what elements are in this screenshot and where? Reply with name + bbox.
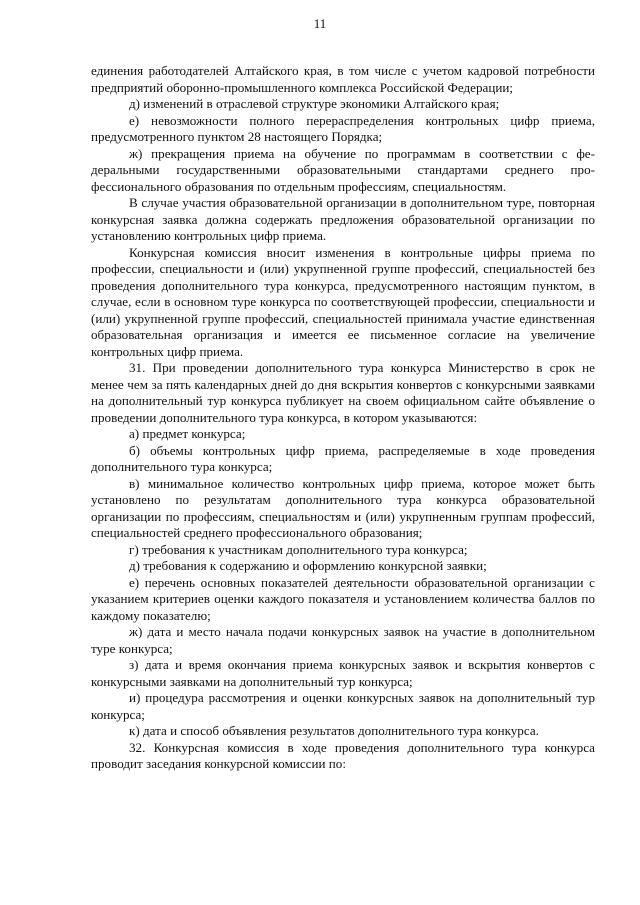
clause-31-item-a: а) предмет конкурса;	[129, 426, 246, 441]
paragraph-repeat-application: В случае участия образовательной организации в дополнительном туре, повторная конкурсная заявка должна содержать предложения образовательной организации по установлению контрольных цифр приема.	[91, 195, 595, 243]
clause-31-item-b: б) объемы контрольных цифр приема, распределяемые в ходе проведения дополнительного тура конкурса;	[91, 442, 595, 474]
clause-31-item-zh: ж) дата и место начала подачи конкурсных заявок на участие в дополнительном туре конкурса;	[91, 624, 595, 656]
list-item-zh: ж) прекращения приема на обучение по программам в соответствии с федеральными государственными образовательными стандартами среднего профессионального образования по отдельным профессиям, специальностям.	[91, 145, 595, 194]
clause-31-item-z: з) дата и время окончания приема конкурсных заявок и вскрытия конвертов с конкурсными заявками на дополнительный тур конкурса;	[91, 657, 595, 689]
clause-31-item-i: и) процедура рассмотрения и оценки конкурсных заявок на дополнительный тур конкурса;	[91, 690, 595, 722]
page-number: 11	[313, 16, 327, 31]
clause-31-item-v: в) минимальное количество контрольных цифр приема, которое может быть установлено по результатам дополнительного тура конкурса образовательной организации по профессиям, специальностям и (или) укрупненным группам профессий, специальностей среднего профессионального образования;	[91, 475, 595, 540]
clause-31: 31. При проведении дополнительного тура конкурса Министерство в срок не менее чем за пять календарных дней до дня вскрытия конвертов с конкурсными заявками на дополнительный тур конкурса публикует на своем официальном сайте объявление о проведении дополнительного тура конкурса, в котором указываются:	[91, 360, 595, 425]
list-item-e: е) невозможности полного перераспределения контрольных цифр приема, предусмотренного пунктом 28 настоящего Порядка;	[91, 112, 595, 144]
clause-31-item-g: г) требования к участникам дополнительного тура конкурса;	[129, 541, 468, 557]
paragraph-commission-changes: Конкурсная комиссия вносит изменения в контрольные цифры приема по профессии, специальности и (или) укрупненной группе профессий, специальностей без проведения дополнительного тура конкурса, предусмотренного настоящим пунктом, в случае, если в основном туре конкурса по соответствующей профессии, специальности и (или) укрупненной группе профессий, специальностей принимала участие единственная образовательная организация и имеется ее письменное согласие на увеличение контрольных цифр приема.	[91, 244, 595, 359]
paragraph-continued: единения работодателей Алтайского края, в том числе с учетом кадровой потребности предприятий оборонно-промышленного комплекса Российской Федерации;	[91, 63, 595, 95]
clause-31-item-d: д) требования к содержанию и оформлению конкурсной заявки;	[129, 558, 487, 573]
clause-31-item-k: к) дата и способ объявления результатов дополнительного тура конкурса.	[129, 723, 539, 738]
list-item-d: д) изменений в отраслевой структуре экономики Алтайского края;	[129, 96, 500, 111]
document-body	[91, 63, 595, 773]
clause-32: 32. Конкурсная комиссия в ходе проведения дополнительного тура конкурса проводит заседания конкурсной комиссии по:	[91, 739, 595, 771]
clause-31-item-e: е) перечень основных показателей деятельности образовательной организации с указанием критериев оценки каждого показателя и установлением количества баллов по каждому показателю;	[91, 574, 595, 623]
